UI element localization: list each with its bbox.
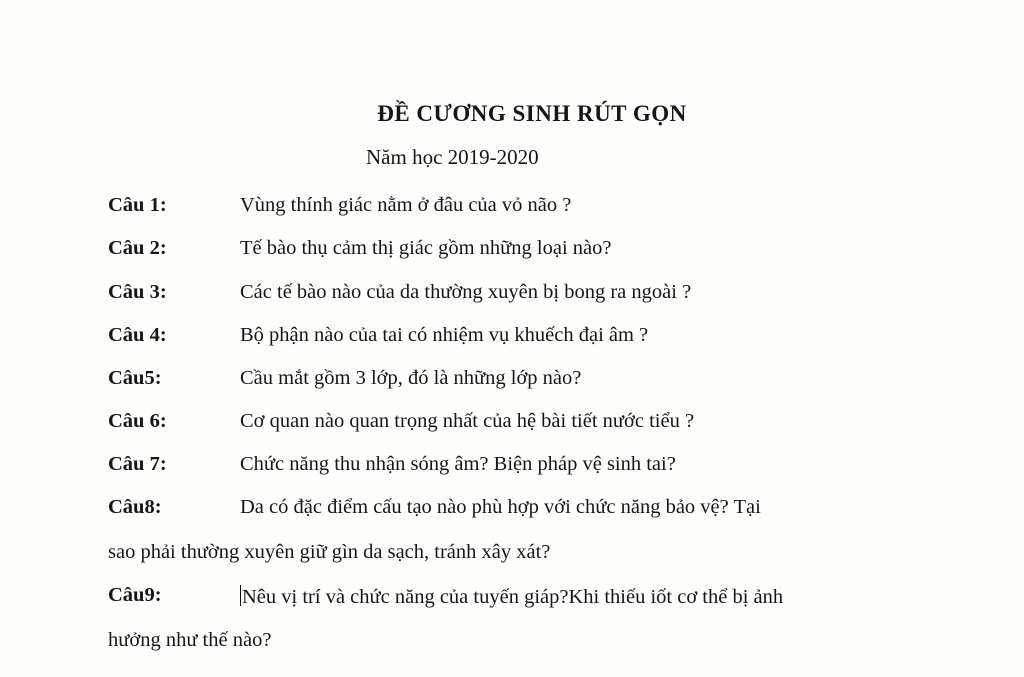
- question-label: Câu 4:: [108, 324, 167, 346]
- question-label: Câu 2:: [108, 237, 167, 259]
- question-text: Da có đặc điểm cấu tạo nào phù hợp với chức năng bảo vệ? Tại: [240, 496, 761, 518]
- question-text: Vùng thính giác nằm ở đâu của vỏ não ?: [240, 194, 572, 216]
- question-text-continuation: sao phải thường xuyên giữ gìn da sạch, tránh xây xát?: [108, 541, 551, 563]
- question-text-wrapper[interactable]: [240, 585, 783, 607]
- question-label: Câu 7:: [108, 453, 167, 475]
- question-text: Tế bào thụ cảm thị giác gồm những loại nào?: [240, 237, 612, 259]
- question-text: Chức năng thu nhận sóng âm? Biện pháp vệ sinh tai?: [240, 453, 676, 475]
- question-text: Các tế bào nào của da thường xuyên bị bong ra ngoài ?: [240, 281, 692, 303]
- question-text: Bộ phận nào của tai có nhiệm vụ khuếch đại âm ?: [240, 324, 649, 346]
- question-label: Câu 6:: [108, 410, 167, 432]
- question-text: Cầu mắt gồm 3 lớp, đó là những lớp nào?: [240, 367, 582, 389]
- text-cursor: [240, 585, 241, 606]
- document-title: ĐỀ CƯƠNG SINH RÚT GỌN: [377, 101, 687, 126]
- question-label: Câu 3:: [108, 281, 167, 303]
- question-label: Câu5:: [108, 367, 162, 389]
- document-subtitle: Năm học 2019-2020: [366, 145, 539, 169]
- question-label: Câu9:: [108, 584, 162, 606]
- question-label: Câu 1:: [108, 194, 167, 216]
- question-text: Nêu vị trí và chức năng của tuyến giáp?Khi thiếu iốt cơ thể bị ảnh: [242, 586, 784, 608]
- question-text-continuation: hưởng như thế nào?: [108, 629, 272, 651]
- question-text: Cơ quan nào quan trọng nhất của hệ bài tiết nước tiểu ?: [240, 410, 695, 432]
- question-label: Câu8:: [108, 496, 162, 518]
